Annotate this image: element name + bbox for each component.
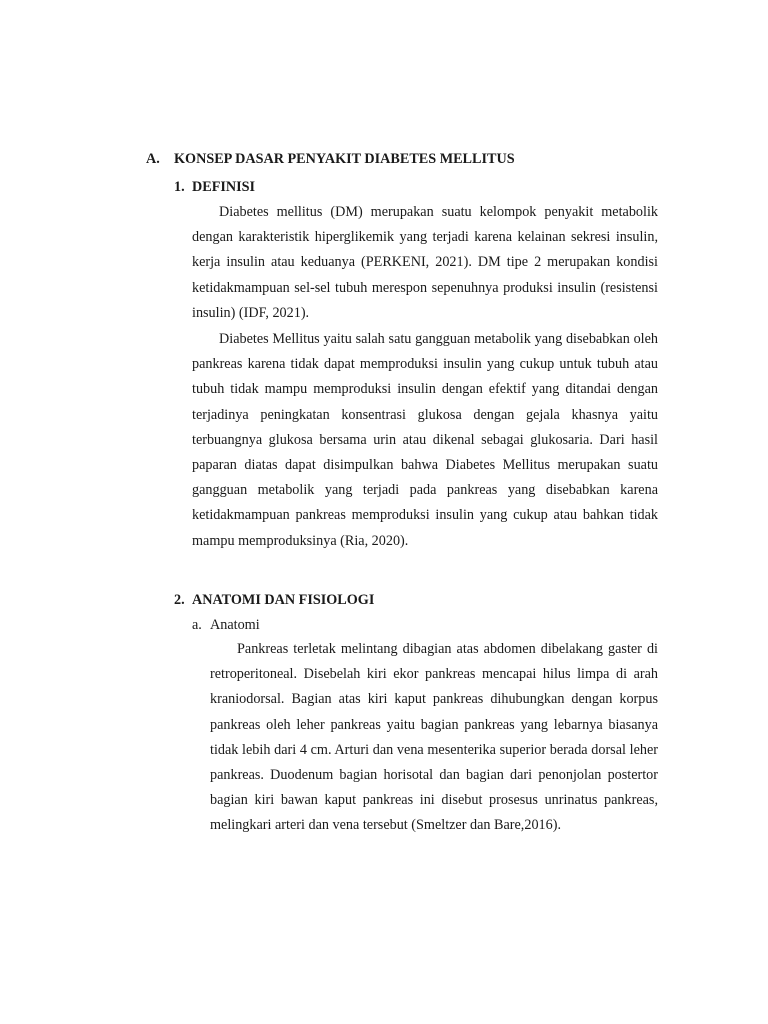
subsection-title: ANATOMI DAN FISIOLOGI [192,592,375,608]
anatomi-paragraph: Pankreas terletak melintang dibagian atas abdomen dibelakang gaster di retroperitoneal. Disebelah kiri ekor pankreas mencapai hilus limpa di arah kraniodorsal. Bagian atas kiri kaput pankreas dihubungkan dengan korpus pankreas oleh leher pankreas yaitu bagian pankreas yang lebarnya biasanya tidak lebih dari 4 cm. Arturi dan vena mesenterika superior berada dorsal leher pankreas. Duodenum bagian horisotal dan bagian dari penonjolan postertor bagian kiri bawan kaput pankreas ini disebut prosesus unrinatus pankreas, melingkari arteri dan vena tersebut (Smeltzer dan Bare,2016). [210,641,658,834]
subsection-heading-definisi [174,179,255,196]
section-letter: A. [146,151,160,167]
subsection-title: DEFINISI [192,179,256,195]
item-letter: a. [192,617,202,633]
section-heading [146,151,515,168]
item-heading-anatomi [192,617,260,634]
section-title: KONSEP DASAR PENYAKIT DIABETES MELLITUS [174,151,515,167]
definisi-paragraph-1: Diabetes mellitus (DM) merupakan suatu kelompok penyakit metabolik dengan karakteristik hiperglikemik yang terjadi karena kelainan sekresi insulin, kerja insulin atau keduanya (PERKENI, 2021). DM tipe 2 merupakan kondisi ketidakmampuan sel-sel tubuh merespon sepenuhnya produksi insulin (resistensi insulin) (IDF, 2021). [192,204,658,321]
definisi-paragraph-2: Diabetes Mellitus yaitu salah satu gangguan metabolik yang disebabkan oleh pankreas karena tidak dapat memproduksi insulin yang cukup untuk tubuh atau tubuh tidak mampu memproduksi insulin dengan efektif yang ditandai dengan terjadinya peningkatan konsentrasi glukosa dengan gejala khasnya yaitu terbuangnya glukosa bersama urin atau dikenal sebagai glukosaria. Dari hasil paparan diatas dapat disimpulkan bahwa Diabetes Mellitus merupakan suatu gangguan metabolik yang terjadi pada pankreas yang disebabkan karena ketidakmampuan pankreas memproduksi insulin yang cukup atau bahkan tidak mampu memproduksinya (Ria, 2020). [192,331,658,549]
subsection-number: 1. [174,179,185,195]
item-title: Anatomi [210,617,260,633]
subsection-number: 2. [174,592,185,608]
subsection-heading-anatomi-fisiologi [174,592,374,609]
